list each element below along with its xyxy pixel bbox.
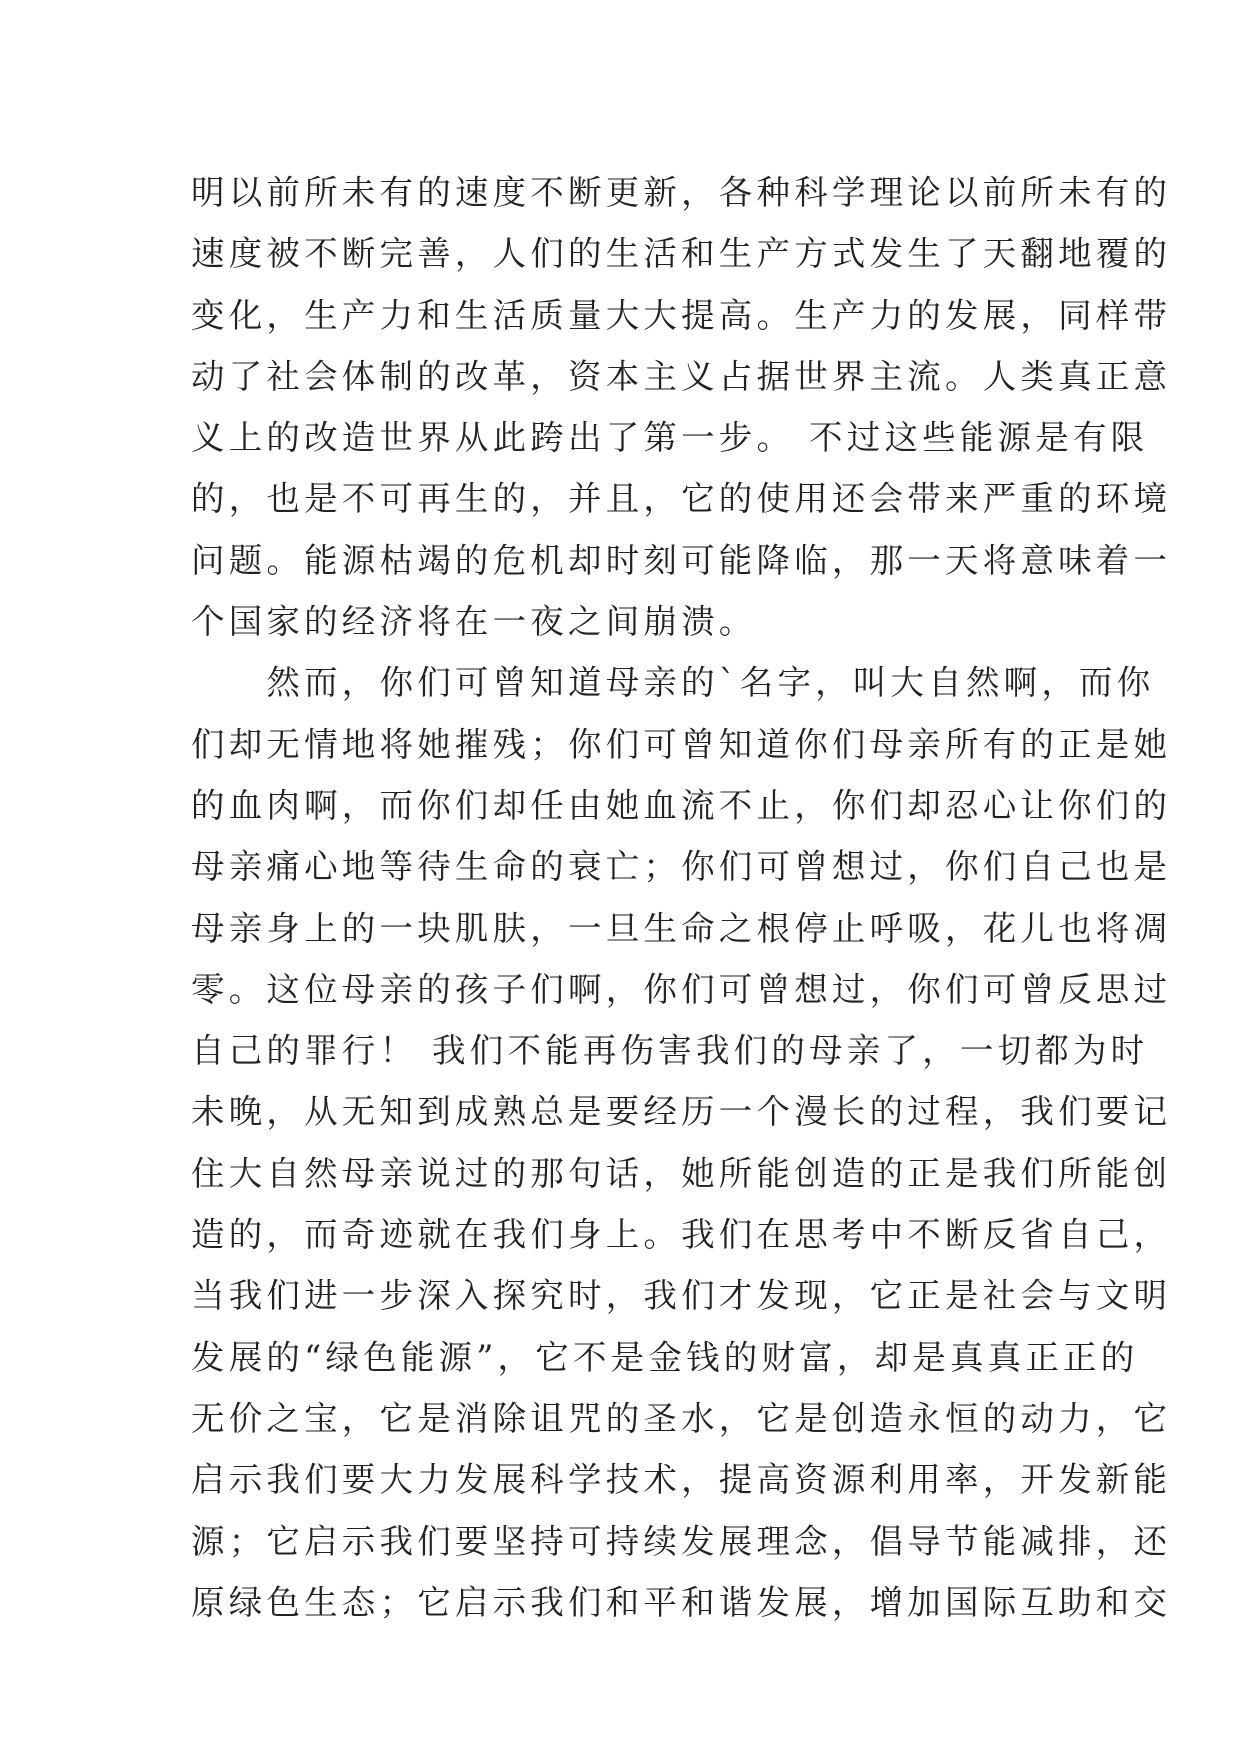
text-line: 问题。能源枯竭的危机却时刻可能降临，那一天将意味着一 [191,540,1172,580]
text-line: 们却无情地将她摧残；你们可曾知道你们母亲所有的正是她 [191,724,1172,764]
text-line: 零。这位母亲的孩子们啊，你们可曾想过，你们可曾反思过 [191,969,1172,1009]
text-line: 未晚，从无知到成熟总是要经历一个漫长的过程，我们要记 [191,1092,1172,1132]
text-line: 动了社会体制的改革，资本主义占据世界主流。人类真正意 [191,356,1172,396]
text-line: 母亲痛心地等待生命的衰亡；你们可曾想过，你们自己也是 [191,847,1172,887]
text-line: 发展的“绿色能源”，它不是金钱的财富，却是真真正正的 [191,1337,1139,1377]
text-line: 个国家的经济将在一夜之间崩溃。 [191,602,757,642]
text-line: 然而，你们可曾知道母亲的`名字，叫大自然啊，而你 [191,663,1155,703]
text-line: 变化，生产力和生活质量大大提高。生产力的发展，同样带 [191,295,1172,335]
text-line: 的，也是不可再生的，并且，它的使用还会带来严重的环境 [191,479,1172,519]
text-line: 速度被不断完善，人们的生活和生产方式发生了天翻地覆的 [191,234,1172,274]
text-line: 造的，而奇迹就在我们身上。我们在思考中不断反省自己， [191,1215,1172,1255]
text-line: 无价之宝，它是消除诅咒的圣水，它是创造永恒的动力，它 [191,1398,1172,1438]
body-text [191,162,1172,1633]
text-line: 住大自然母亲说过的那句话，她所能创造的正是我们所能创 [191,1153,1172,1193]
text-line: 明以前所未有的速度不断更新，各种科学理论以前所未有的 [191,173,1172,212]
text-line: 义上的改造世界从此跨出了第一步。 不过这些能源是有限 [191,418,1149,458]
text-line: 当我们进一步深入探究时，我们才发现，它正是社会与文明 [191,1276,1172,1316]
text-line: 启示我们要大力发展科学技术，提高资源利用率，开发新能 [191,1460,1172,1500]
text-line: 自己的罪行！ 我们不能再伤害我们的母亲了，一切都为时 [191,1031,1149,1071]
text-line: 母亲身上的一块肌肤，一旦生命之根停止呼吸，花儿也将凋 [191,908,1172,948]
text-line: 源；它启示我们要坚持可持续发展理念，倡导节能减排，还 [191,1521,1172,1561]
text-line: 原绿色生态；它启示我们和平和谐发展，增加国际互助和交 [191,1582,1172,1622]
text-line: 的血肉啊，而你们却任由她血流不止，你们却忍心让你们的 [191,785,1172,825]
